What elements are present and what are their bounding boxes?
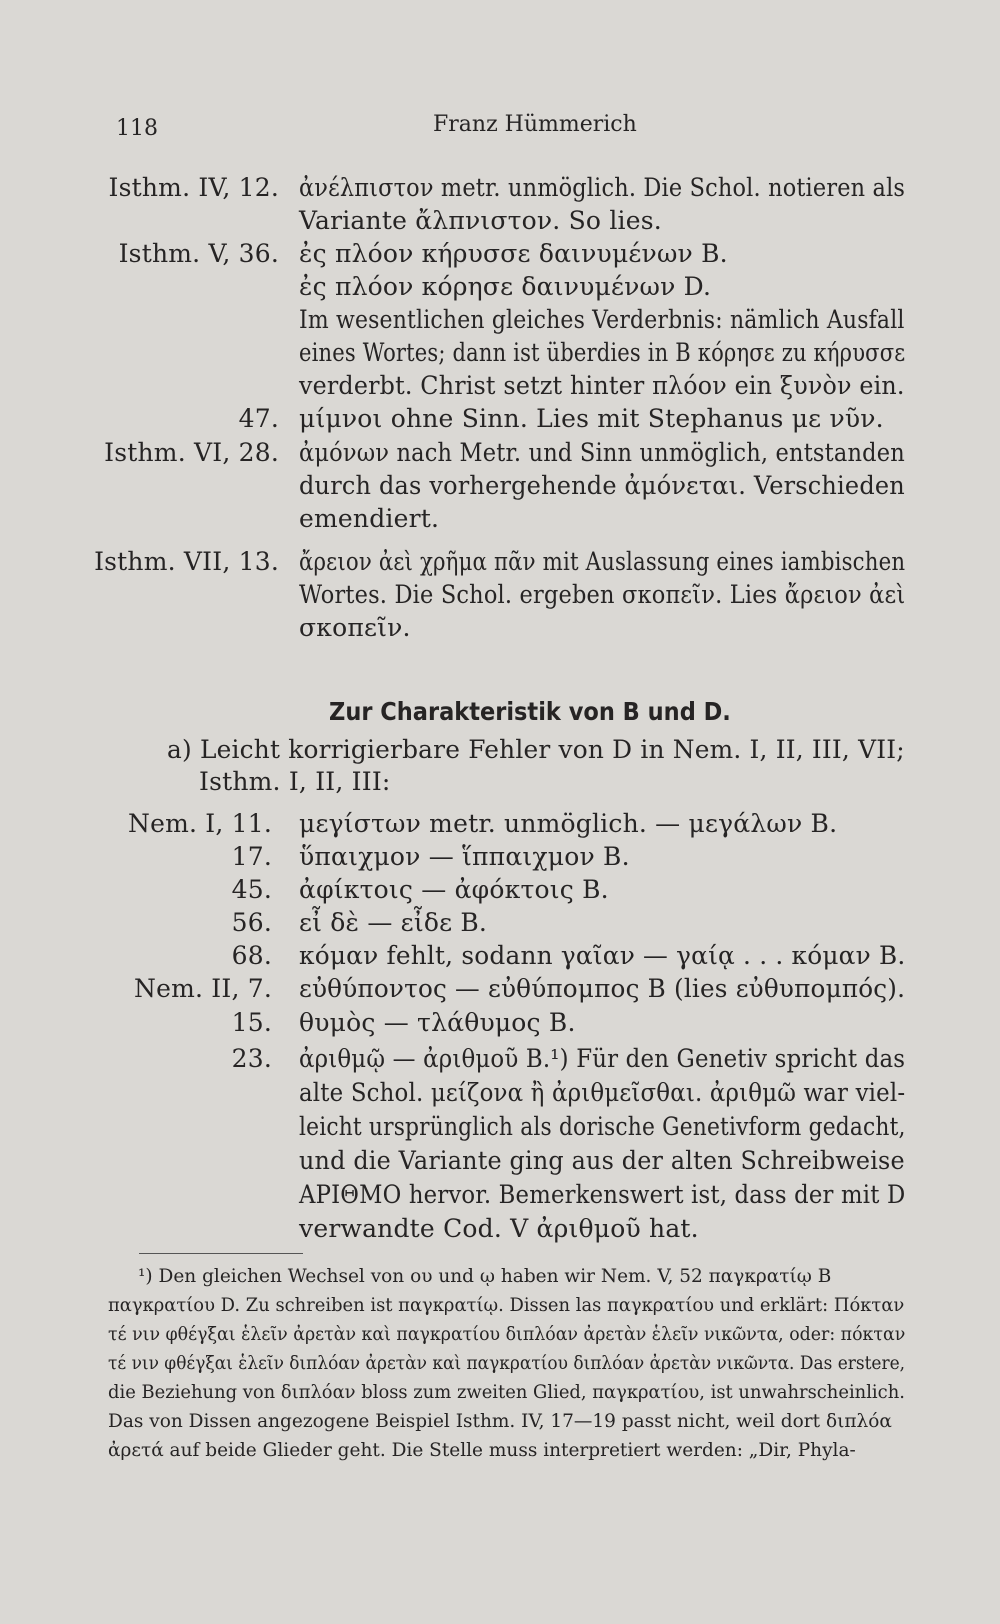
line-ref: 68. xyxy=(231,941,272,970)
line-ref: Isthm. V, 36. xyxy=(118,239,279,268)
line-ref: 17. xyxy=(231,842,272,871)
footnote-rule xyxy=(139,1253,303,1254)
line-ref: Isthm. IV, 12. xyxy=(108,173,279,202)
line-text: und die Variante ging aus der alten Schreibweise xyxy=(299,1146,905,1175)
line-text: alte Schol. μείζονα ἢ ἀριθμεῖσθαι. ἀριθμῶ war viel- xyxy=(299,1078,906,1107)
line-text: μεγίστων metr. unmöglich. — μεγάλων B. xyxy=(299,809,838,838)
line-text: κόμαν fehlt, sodann γαῖαν — γαίᾳ . . . κόμαν B. xyxy=(299,941,906,970)
line-ref: 45. xyxy=(231,875,272,904)
running-title: Franz Hümmerich xyxy=(433,112,637,137)
line-ref: 15. xyxy=(231,1008,272,1037)
line-text: leicht ursprünglich als dorische Genetivform gedacht, xyxy=(299,1112,906,1141)
footnote-line: die Beziehung von διπλόαν bloss zum zweiten Glied, παγκρατίου, ist unwahrscheinlich. xyxy=(108,1382,905,1403)
line-text: ἐς πλόον κήρυσσε δαινυμένων B. xyxy=(299,239,728,268)
line-text: durch das vorhergehende ἀμόνεται. Verschieden xyxy=(299,471,905,500)
line-ref: Nem. II, 7. xyxy=(134,974,272,1003)
line-text: ἄρειον ἀεὶ χρῆμα πᾶν mit Auslassung eines iambischen xyxy=(299,547,906,576)
line-ref: 56. xyxy=(231,908,272,937)
section-heading: Zur Charakteristik von B und D. xyxy=(329,697,731,726)
line-text: ΑΡΙΘΜΟ hervor. Bemerkenswert ist, dass der mit D xyxy=(299,1180,906,1209)
line-ref: Isthm. VII, 13. xyxy=(94,547,279,576)
line-ref: 23. xyxy=(231,1044,272,1073)
line-text: Variante ἄλπνιστον. So lies. xyxy=(299,206,662,235)
line-text: ἀφίκτοις — ἀφόκτοις B. xyxy=(299,875,609,904)
subsection-heading: a) Leicht korrigierbare Fehler von D in Nem. I, II, III, VII; xyxy=(167,735,905,764)
page-number: 118 xyxy=(116,116,158,141)
line-text: ἀνέλπιστον metr. unmöglich. Die Schol. notieren als xyxy=(299,173,906,202)
line-text: Im wesentlichen gleiches Verderbnis: nämlich Ausfall xyxy=(299,305,905,334)
footnote-line: ἀρετά auf beide Glieder geht. Die Stelle muss interpretiert werden: „Dir, Phyla- xyxy=(108,1440,856,1461)
line-text: μίμνοι ohne Sinn. Lies mit Stephanus με νῦν. xyxy=(299,404,884,433)
footnote-line: παγκρατίου D. Zu schreiben ist παγκρατίῳ. Dissen las παγκρατίου und erklärt: Πόκταν xyxy=(108,1295,905,1316)
line-text: verwandte Cod. V ἀριθμοῦ hat. xyxy=(299,1214,699,1243)
line-text: Wortes. Die Schol. ergeben σκοπεῖν. Lies ἄρειον ἀεὶ xyxy=(299,580,906,609)
line-ref: Nem. I, 11. xyxy=(128,809,272,838)
line-text: εὐθύποντος — εὐθύπομπος B (lies εὐθυπομπός). xyxy=(299,974,906,1003)
footnote-line: τέ νιν φθέγξαι ἑλεῖν ἀρετὰν καὶ παγκρατίου διπλόαν ἀρετὰν ἑλεῖν νικῶντα, oder: πόκταν xyxy=(108,1324,906,1345)
line-text: ὕπαιχμον — ἵππαιχμον B. xyxy=(299,842,630,871)
line-text: ἀριθμῷ — ἀριθμοῦ B.¹) Für den Genetiv spricht das xyxy=(299,1044,906,1073)
footnote-line: τέ νιν φθέγξαι ἑλεῖν διπλόαν ἀρετὰν καὶ παγκρατίου διπλόαν ἀρετὰν νικῶντα. Das erstere, xyxy=(108,1353,906,1374)
line-text: ἐς πλόον κόρησε δαινυμένων D. xyxy=(299,272,712,301)
line-text: ἀμόνων nach Metr. und Sinn unmöglich, entstanden xyxy=(299,438,905,467)
line-ref: 47. xyxy=(238,404,279,433)
footnote-line: Das von Dissen angezogene Beispiel Isthm. IV, 17—19 passt nicht, weil dort διπλόα xyxy=(108,1411,892,1432)
subsection-heading: Isthm. I, II, III: xyxy=(199,767,391,796)
footnote-line: ¹) Den gleichen Wechsel von ου und ῳ haben wir Nem. V, 52 παγκρατίῳ B xyxy=(138,1266,832,1287)
line-text: θυμὸς — τλάθυμος B. xyxy=(299,1008,576,1037)
line-text: εἶ δὲ — εἶδε B. xyxy=(299,908,488,937)
line-text: emendiert. xyxy=(299,504,440,533)
line-text: verderbt. Christ setzt hinter πλόον ein ξυνὸν ein. xyxy=(299,371,905,400)
line-text: σκοπεῖν. xyxy=(299,613,411,642)
line-ref: Isthm. VI, 28. xyxy=(104,438,279,467)
line-text: eines Wortes; dann ist überdies in B κόρησε zu κήρυσσε xyxy=(299,338,906,367)
